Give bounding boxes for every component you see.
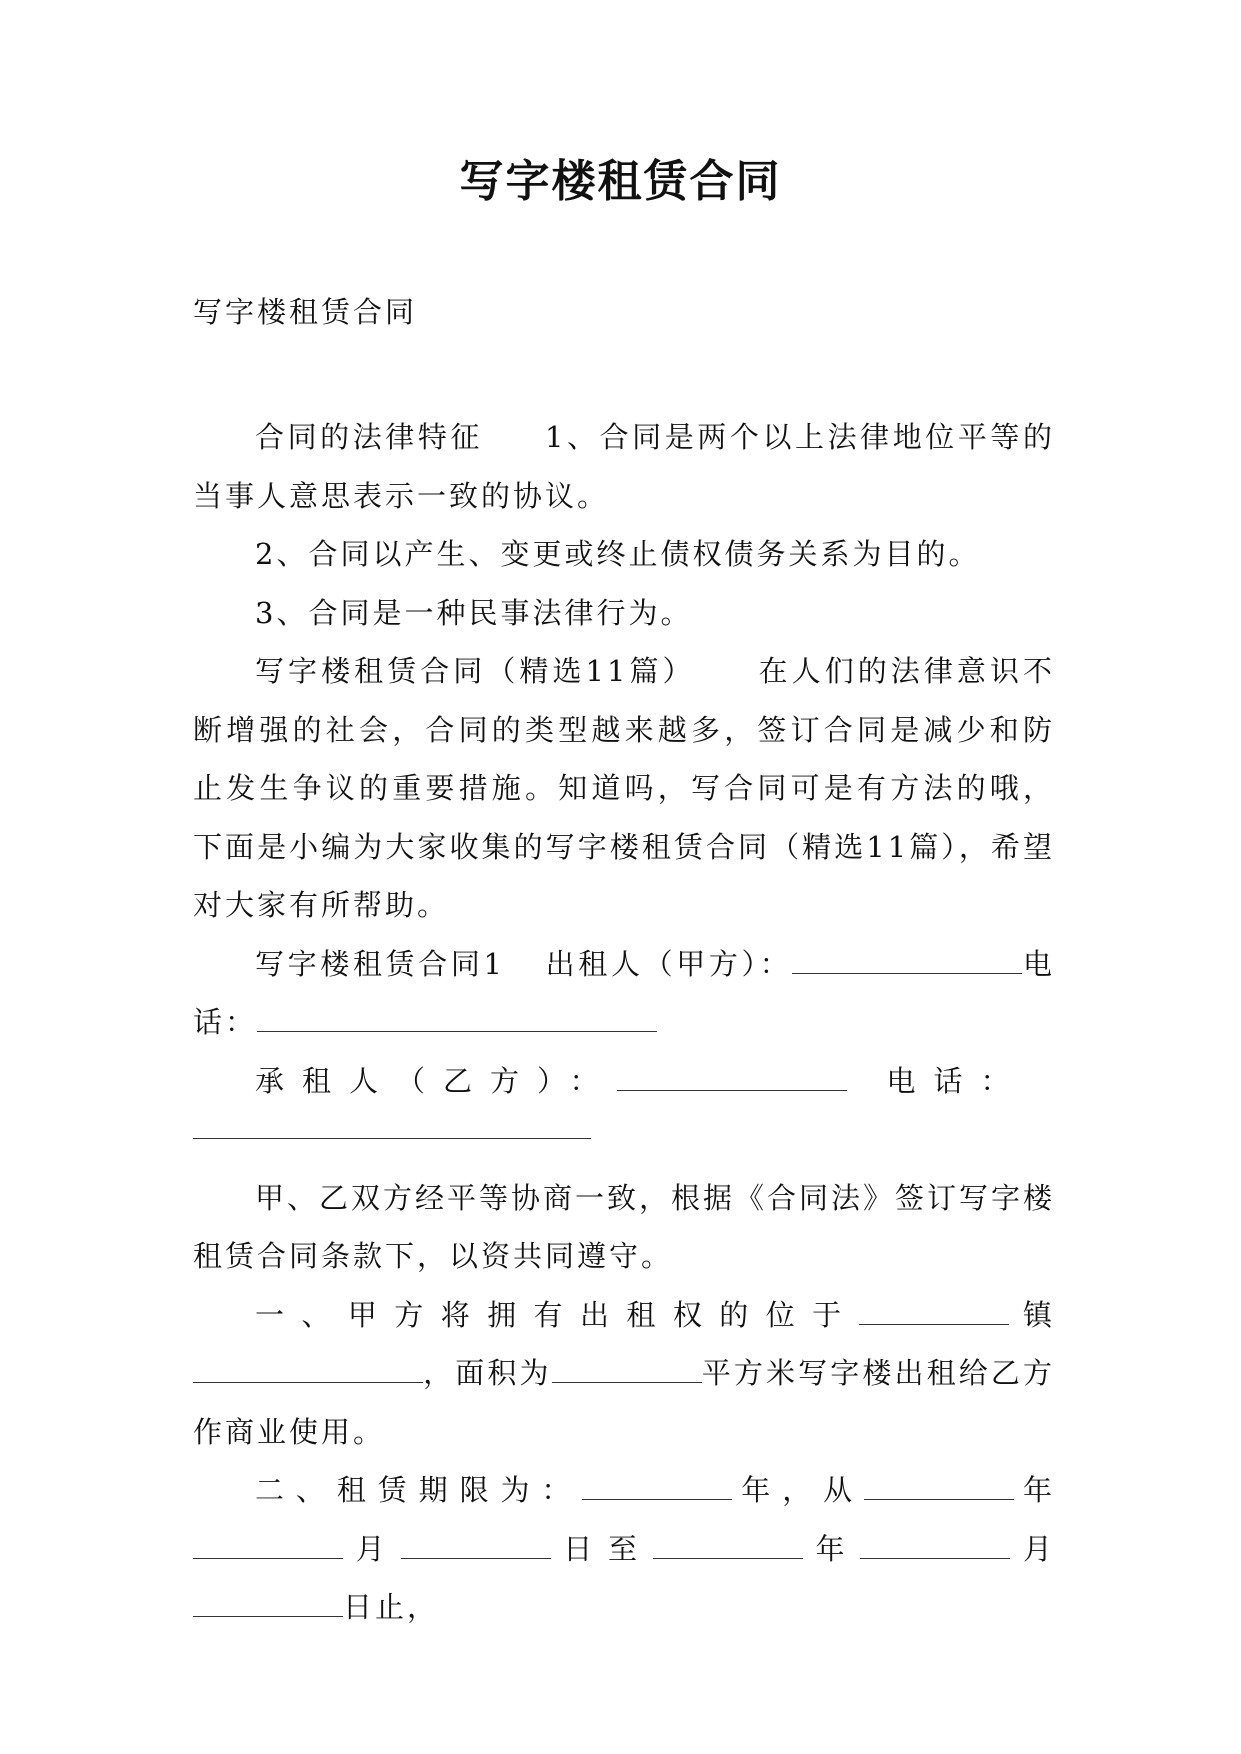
text-start-day: 日至 xyxy=(550,1531,653,1566)
text-term-label: 二、租赁期限为： xyxy=(255,1473,583,1507)
text-contract-1-heading: 写字楼租赁合同1 xyxy=(255,946,505,981)
paragraph-legal-features xyxy=(193,408,1055,525)
lessee-phone-blank xyxy=(193,1138,591,1139)
end-day-blank xyxy=(193,1594,343,1617)
town-blank xyxy=(193,1360,423,1383)
text-legal-feature-1: 1、合同是两个以上法律地位平等的当事人意思表示一致的协议。 xyxy=(193,420,1055,513)
lessor-phone-blank xyxy=(257,1009,657,1032)
text-end-year: 年 xyxy=(802,1531,861,1566)
text-lessee-label: 承租人（乙方）： xyxy=(255,1063,617,1098)
text-start-month: 月 xyxy=(343,1531,401,1566)
text-end-month: 月 xyxy=(1010,1531,1055,1566)
paragraph-legal-feature-2: 2、合同以产生、变更或终止债权债务关系为目的。 xyxy=(255,537,981,571)
paragraph-lessee xyxy=(193,1052,1055,1111)
start-month-blank xyxy=(193,1536,343,1559)
paragraph-clause-2 xyxy=(193,1461,1055,1637)
start-day-blank xyxy=(401,1536,551,1559)
document-subtitle: 写字楼租赁合同 xyxy=(193,295,418,329)
text-legal-features-heading: 合同的法律特征 xyxy=(255,420,483,454)
text-term-from: 年，从 xyxy=(732,1473,865,1507)
document-body xyxy=(193,408,1055,1637)
lessee-phone-line xyxy=(193,1110,1055,1169)
text-lessor-phone-label: 电话： xyxy=(193,946,1055,1039)
text-intro-body: 在人们的法律意识不断增强的社会，合同的类型越来越多，签订合同是减少和防止发生争议的重要措施。知道吗，写合同可是有方法的哦，下面是小编为大家收集的写字楼租赁合同（精选11篇），希望对大家有所帮助。 xyxy=(193,654,1055,922)
text-intro-heading: 写字楼租赁合同（精选11篇） xyxy=(255,654,696,688)
text-clause-1-usage: 平方米写字楼出租给乙方作商业使用。 xyxy=(193,1356,1055,1449)
paragraph-legal-feature-3: 3、合同是一种民事法律行为。 xyxy=(255,595,693,630)
text-clause-1-area: ，面积为 xyxy=(423,1356,552,1390)
paragraph-intro xyxy=(193,642,1055,935)
text-end-day: 日止， xyxy=(343,1590,440,1624)
document-title: 写字楼租赁合同 xyxy=(459,156,782,207)
paragraph-agreement: 甲、乙双方经平等协商一致，根据《合同法》签订写字楼租赁合同条款下，以资共同遵守。 xyxy=(193,1180,1056,1273)
location-blank xyxy=(859,1302,1009,1325)
text-lessor-label: 出租人（甲方）： xyxy=(545,946,793,981)
paragraph-clause-1 xyxy=(193,1286,1055,1462)
end-month-blank xyxy=(860,1536,1010,1559)
paragraph-lessor xyxy=(193,935,1055,1052)
text-lessee-phone-label: 电话： xyxy=(886,1063,1028,1098)
end-year-blank xyxy=(653,1536,803,1559)
lessee-name-blank xyxy=(617,1068,847,1091)
text-clause-1-town: 镇 xyxy=(1008,1297,1055,1332)
lessor-name-blank xyxy=(792,951,1022,974)
area-blank xyxy=(552,1360,702,1383)
start-year-blank xyxy=(864,1477,1014,1500)
text-clause-1-location: 一、甲方将拥有出租权的位于 xyxy=(255,1297,859,1332)
text-start-year: 年 xyxy=(1014,1473,1055,1507)
term-years-blank xyxy=(582,1477,732,1500)
